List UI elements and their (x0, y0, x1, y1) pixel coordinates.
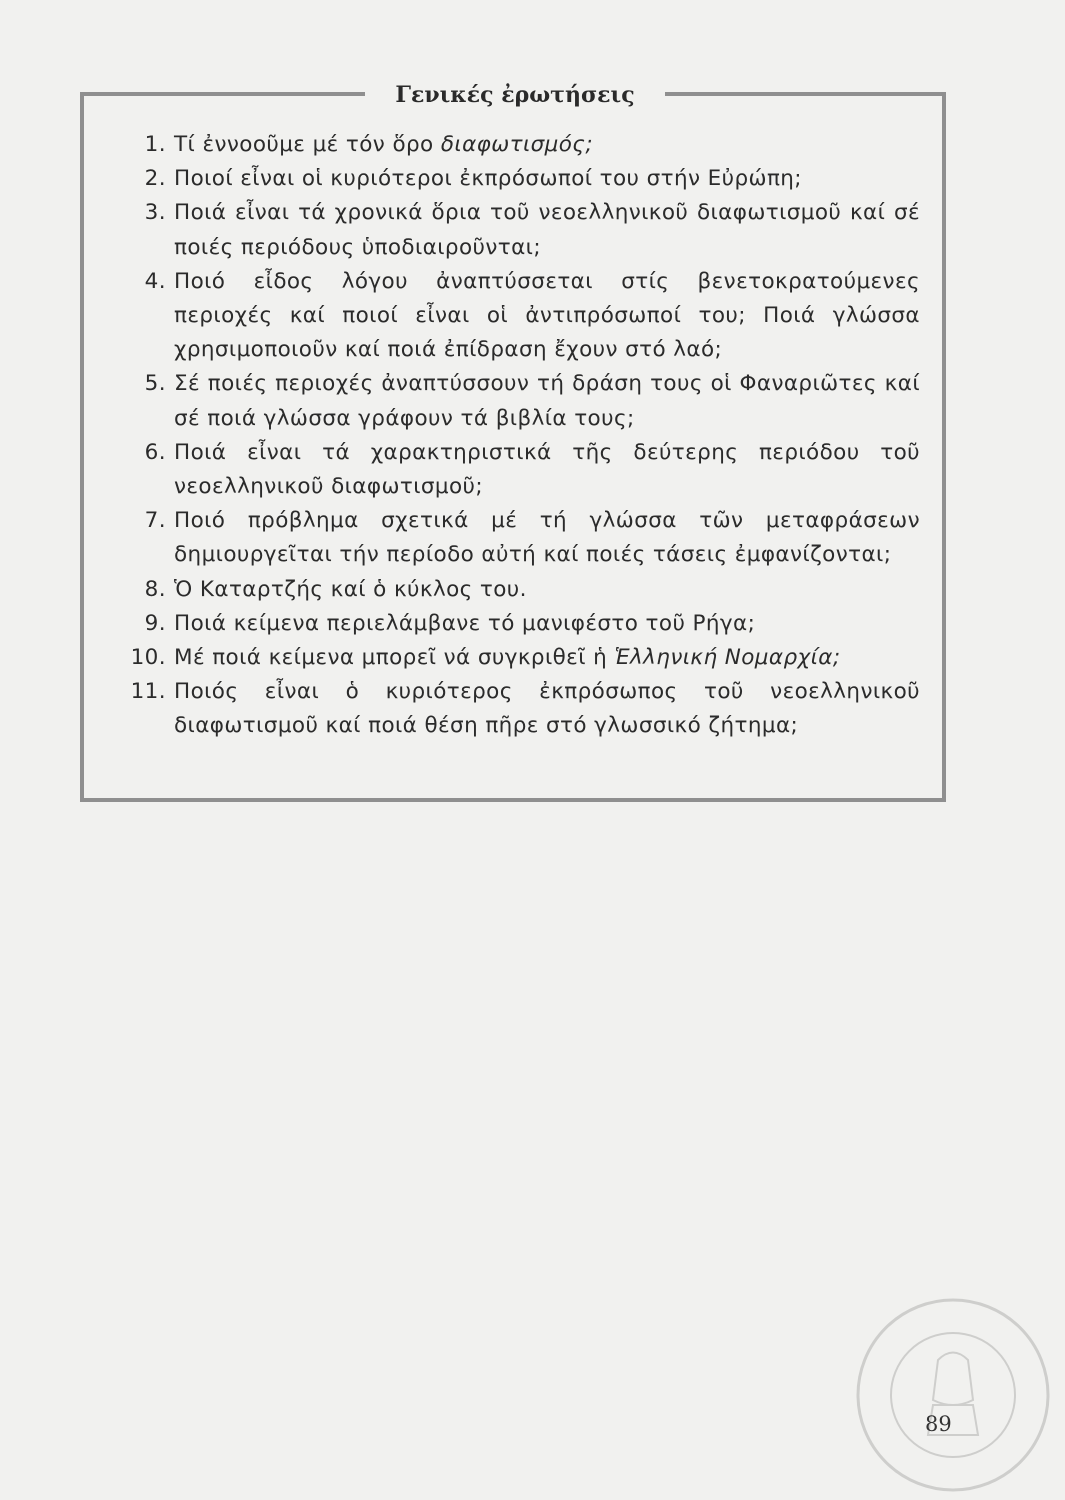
list-item (110, 573, 920, 607)
question-text: Μέ ποιά κείμενα μπορεῖ νά συγκριθεῖ ἡ Ἑλληνική Νομαρχία; (174, 645, 841, 671)
question-text: Ποιοί εἶναι οἱ κυριότεροι ἐκπρόσωποί του στήν Εὐρώπη; (174, 166, 802, 192)
section-title: Γενικές ἐρωτήσεις (365, 80, 665, 110)
question-number: 2. (144, 166, 166, 192)
list-item (110, 128, 920, 162)
question-number: 6. (144, 439, 166, 465)
list-item (110, 265, 920, 368)
question-number: 9. (144, 610, 166, 636)
page-number: 89 (925, 1412, 952, 1436)
question-number: 8. (144, 576, 166, 602)
question-number: 5. (144, 371, 166, 397)
question-number: 4. (144, 268, 166, 294)
question-number: 11. (130, 679, 166, 705)
list-item (110, 196, 920, 264)
question-text: Ποιό εἶδος λόγου ἀναπτύσσεται στίς βενετοκρατούμενες περιοχές καί ποιοί εἶναι οἱ ἀντιπρόσωποί του; Ποιά γλώσσα χρησιμοποιοῦν καί ποιά ἐπίδραση ἔχουν στό λαό; (174, 268, 920, 363)
question-text: Ποιά κείμενα περιελάμβανε τό μανιφέστο τοῦ Ρήγα; (174, 610, 756, 636)
question-text: Σέ ποιές περιοχές ἀναπτύσσουν τή δράση τους οἱ Φαναριῶτες καί σέ ποιά γλώσσα γράφουν τά βιβλία τους; (174, 371, 920, 431)
question-text: Ποιά εἶναι τά χρονικά ὅρια τοῦ νεοελληνικοῦ διαφωτισμοῦ καί σέ ποιές περιόδους ὑποδιαιροῦνται; (174, 200, 920, 260)
question-list (110, 128, 920, 744)
list-item (110, 607, 920, 641)
question-text: Ὁ Καταρτζής καί ὁ κύκλος του. (174, 576, 527, 602)
question-text: Τί ἐννοοῦμε μέ τόν ὅρο διαφωτισμός; (174, 132, 593, 157)
question-number: 3. (144, 200, 166, 226)
question-number: 10. (130, 645, 166, 671)
list-item (110, 504, 920, 572)
list-item (110, 436, 920, 504)
question-text: Ποιός εἶναι ὁ κυριότερος ἐκπρόσωπος τοῦ νεοελληνικοῦ διαφωτισμοῦ καί ποιά θέση πῆρε στό γλωσσικό ζήτημα; (174, 679, 920, 739)
list-item (110, 675, 920, 743)
list-item (110, 641, 920, 675)
question-number: 1. (144, 132, 166, 157)
question-text: Ποιό πρόβλημα σχετικά μέ τή γλώσσα τῶν μεταφράσεων δημιουργεῖται τήν περίοδο αὐτή καί ποιές τάσεις ἐμφανίζονται; (174, 508, 920, 568)
question-number: 7. (144, 508, 166, 534)
question-text: Ποιά εἶναι τά χαρακτηριστικά τῆς δεύτερης περιόδου τοῦ νεοελληνικοῦ διαφωτισμοῦ; (174, 439, 920, 500)
list-item (110, 162, 920, 196)
library-stamp-icon (848, 1290, 1058, 1500)
list-item (110, 367, 920, 435)
